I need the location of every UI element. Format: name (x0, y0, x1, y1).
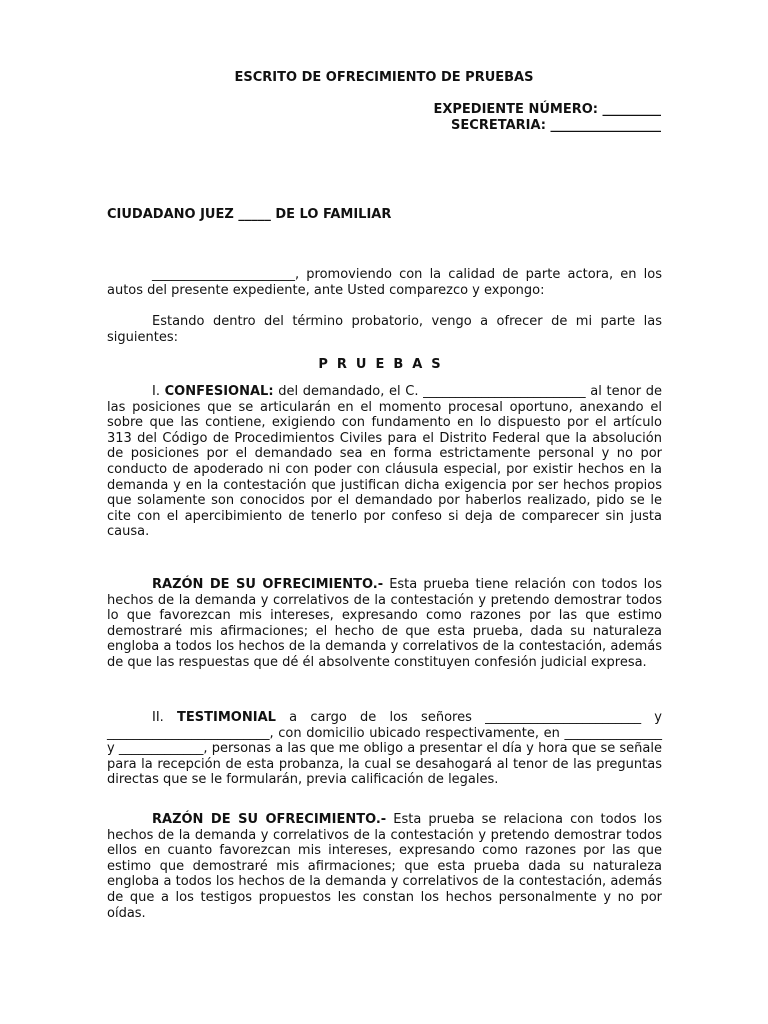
razon-1-text: Esta prueba tiene relación con todos los hechos de la demanda y correlativos de la contestación y pretendo demostrar todos lo que favorezcan mis intereses, expresando como razones por las que estimo demostraré mis afirmaciones; el hecho de que esta prueba, dada su naturaleza engloba a todos los hechos de la demanda y correlativos de la contestación, además de que las respuestas que dé él absolvente constituyen confesión judicial expresa. (107, 577, 662, 670)
testimonial-label: TESTIMONIAL (177, 710, 276, 725)
confesional-paragraph (107, 384, 662, 540)
razon-2-label: RAZÓN DE SU OFRECIMIENTO.- (152, 812, 387, 827)
testimonial-text: a cargo de los señores ________________________ y _________________________, con domicilio ubicado respectivamente, en _______________ y _____________, personas a las que me obligo a presentar el día y hora que se señale para la recepción de esta probanza, la cual se desahogará al tenor de las preguntas directas que se le formularán, previa calificación de legales. (107, 710, 662, 788)
judge-addressee: CIUDADANO JUEZ _____ DE LO FAMILIAR (107, 207, 392, 222)
confesional-text: del demandado, el C. _________________________ al tenor de las posiciones que se articularán en el momento procesal oportuno, anexando el sobre que las contiene, exigiendo con fundamento en lo dispuesto por el artículo 313 del Código de Procedimientos Civiles para el Distrito Federal que la absolución de posiciones por el demandado sea en forma estrictamente personal y no por conducto de apoderado ni con poder con cláusula especial, por existir hechos en la demanda y en la contestación que justifican dicha exigencia por ser hechos propios que solamente son conocidos por el demandado por haberlos realizado, pido se le cite con el apercibimiento de tenerlo por confeso si deja de comparecer sin justa causa. (107, 384, 662, 540)
confesional-number: I. (152, 384, 160, 399)
razon-ofrecimiento-2-paragraph (107, 812, 662, 921)
razon-1-label: RAZÓN DE SU OFRECIMIENTO.- (152, 577, 384, 592)
intro-paragraph (107, 267, 662, 298)
razon-2-text: Esta prueba se relaciona con todos los hechos de la demanda y correlativos de la contestación y pretendo demostrar todos ellos en cuanto favorezcan mis intereses, expresando como razones por las que estimo que demostraré mis afirmaciones; que esta prueba dada su naturaleza engloba a todos los hechos de la demanda y correlativos de la contestación, además de que a los testigos propuestos les constan los hechos personalmente y no por oídas. (107, 812, 662, 921)
intro-text: ______________________, promoviendo con la calidad de parte actora, en los autos del presente expediente, ante Usted comparezco y expongo: (107, 267, 662, 298)
testimonial-number: II. (152, 710, 164, 725)
pruebas-heading: PRUEBAS (318, 357, 450, 372)
document-title: ESCRITO DE OFRECIMIENTO DE PRUEBAS (234, 70, 534, 85)
estando-text: Estando dentro del término probatorio, vengo a ofrecer de mi parte las siguientes: (107, 314, 662, 345)
confesional-label: CONFESIONAL: (164, 384, 274, 399)
secretaria-field: SECRETARIA: _________________ (451, 118, 661, 133)
razon-ofrecimiento-1-paragraph (107, 577, 662, 671)
testimonial-paragraph (107, 710, 662, 788)
expediente-number-field: EXPEDIENTE NÚMERO: _________ (433, 102, 661, 117)
estando-paragraph (107, 314, 662, 345)
